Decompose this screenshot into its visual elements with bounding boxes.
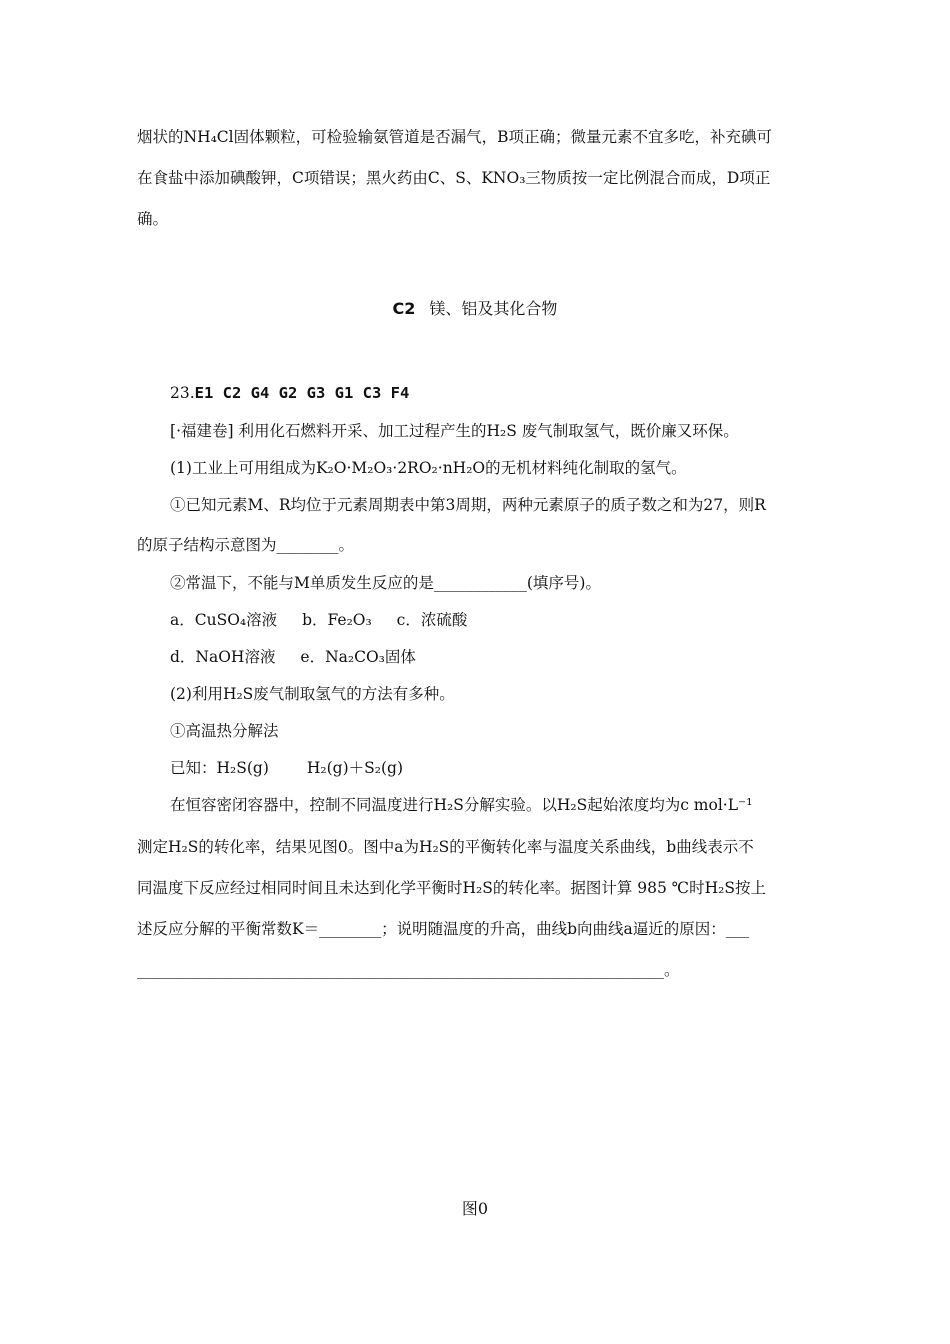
question-source	[170, 421, 739, 441]
part-2: (2)利用H₂S废气制取氢气的方法有多种。	[170, 685, 455, 703]
source-text: ·福建卷] 利用化石燃料开采、加工过程产生的H₂S 废气制取氢气，既价廉又环保。	[176, 422, 739, 440]
section-title: 镁、铝及其化合物	[429, 299, 558, 318]
question-header	[170, 383, 409, 403]
option-e: e．Na₂CO₃固体	[300, 648, 416, 666]
option-b: b．Fe₂O₃	[302, 611, 372, 629]
question-number: 23.	[170, 384, 195, 402]
section-heading	[0, 296, 950, 319]
option-d: d．NaOH溶液	[170, 648, 276, 666]
reaction-line	[170, 758, 403, 778]
option-c: c．浓硫酸	[396, 611, 468, 629]
subquestion-1-line-2: 的原子结构示意图为________。	[137, 536, 355, 554]
section-code: C2	[392, 299, 416, 318]
experiment-line-2: 测定H₂S的转化率，结果见图0。图中a为H₂S的平衡转化率与温度关系曲线，b曲线表示不	[137, 838, 754, 856]
experiment-line-1: 在恒容密闭容器中，控制不同温度进行H₂S分解实验。以H₂S起始浓度均为c mol·L⁻¹	[170, 796, 753, 814]
option-a: a．CuSO₄溶液	[170, 611, 278, 629]
figure-caption: 图0	[461, 1199, 489, 1218]
experiment-line-4: 述反应分解的平衡常数K＝________；说明随温度的升高，曲线b向曲线a逼近的原因：___	[137, 920, 749, 938]
prev-answer-line-1: 烟状的NH₄Cl固体颗粒，可检验输氨管道是否漏气，B项正确；微量元素不宜多吃，补充碘可	[137, 128, 773, 146]
experiment-line-5: ____________________________________________________________________。	[137, 961, 680, 979]
question-tags: E1 C2 G4 G2 G3 G1 C3 F4	[194, 384, 410, 402]
prev-answer-line-3: 确。	[137, 210, 169, 228]
reaction-products: H₂(g)＋S₂(g)	[306, 759, 403, 777]
known-label: 已知：	[170, 759, 217, 777]
reaction-reactant: H₂S(g)	[216, 759, 269, 777]
subquestion-2: ②常温下，不能与M单质发生反应的是____________(填序号)。	[170, 574, 601, 592]
options-row-1	[170, 610, 467, 630]
part-1: (1)工业上可用组成为K₂O·M₂O₃·2RO₂·nH₂O的无机材料纯化制取的氢气。	[170, 459, 687, 477]
experiment-line-3: 同温度下反应经过相同时间且未达到化学平衡时H₂S的转化率。据图计算 985 ℃时H₂S按上	[137, 879, 766, 897]
source-bracket: [	[170, 422, 177, 440]
prev-answer-line-2: 在食盐中添加碘酸钾，C项错误；黑火药由C、S、KNO₃三物质按一定比例混合而成，D项正	[137, 169, 771, 187]
options-row-2	[170, 647, 416, 667]
method-1: ①高温热分解法	[170, 722, 279, 740]
subquestion-1-line-1: ①已知元素M、R均位于元素周期表中第3周期，两种元素原子的质子数之和为27，则R	[170, 496, 766, 514]
